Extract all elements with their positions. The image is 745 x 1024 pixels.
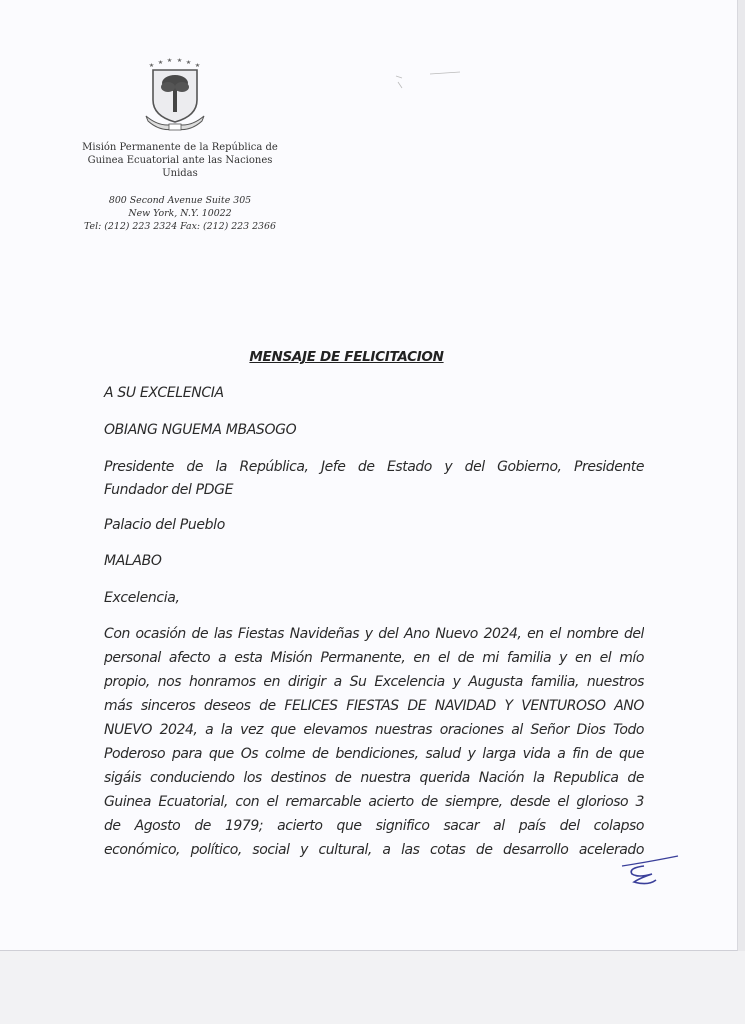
- mission-line: Unidas: [162, 168, 198, 179]
- body-line: más sinceros deseos de FELICES FIESTAS DE NAVIDAD Y VENTUROSO ANO: [104, 698, 644, 714]
- recipient-city: MALABO: [104, 553, 162, 569]
- contact-line: Tel: (212) 223 2324 Fax: (212) 223 2366: [84, 221, 276, 232]
- body-line: de Agosto de 1979; acierto que significo sacar al país del colapso: [104, 818, 644, 834]
- body-line: NUEVO 2024, a la vez que elevamos nuestras oraciones al Señor Dios Todo: [104, 722, 644, 738]
- handwritten-initial-icon: [618, 852, 680, 888]
- recipient-address: Palacio del Pueblo: [104, 517, 225, 533]
- body-line: económico, político, social y cultural, a las cotas de desarrollo acelerado: [104, 842, 644, 858]
- coat-of-arms-icon: [140, 58, 210, 136]
- recipient-title: Presidente de la República, Jefe de Estado y del Gobierno, Presidente: [104, 459, 644, 475]
- mission-name: [80, 141, 280, 180]
- body-line: Poderoso para que Os colme de bendiciones, salud y larga vida a fin de que: [104, 746, 644, 762]
- body-line: Guinea Ecuatorial, con el remarcable acierto de siempre, desde el glorioso 3: [104, 794, 644, 810]
- address-line: New York, N.Y. 10022: [128, 208, 232, 219]
- mission-line: Guinea Ecuatorial ante las Naciones: [87, 155, 273, 166]
- scan-background: [0, 951, 745, 1024]
- address-line: 800 Second Avenue Suite 305: [108, 195, 252, 206]
- salutation: Excelencia,: [104, 590, 180, 606]
- scan-specks: [390, 70, 470, 100]
- letter-heading: MENSAJE DE FELICITACION: [249, 349, 444, 365]
- recipient-title-cont: Fundador del PDGE: [104, 482, 234, 498]
- recipient-line: A SU EXCELENCIA: [104, 385, 224, 401]
- body-line: personal afecto a esta Misión Permanente, en el de mi familia y en el mío: [104, 650, 644, 666]
- body-line: propio, nos honramos en dirigir a Su Excelencia y Augusta familia, nuestros: [104, 674, 644, 690]
- body-line: sigáis conduciendo los destinos de nuestra querida Nación la Republica de: [104, 770, 644, 786]
- mission-address: [60, 194, 300, 233]
- recipient-name: OBIANG NGUEMA MBASOGO: [104, 422, 297, 438]
- body-line: Con ocasión de las Fiestas Navideñas y del Ano Nuevo 2024, en el nombre del: [104, 626, 644, 642]
- mission-line: Misión Permanente de la República de: [82, 142, 278, 153]
